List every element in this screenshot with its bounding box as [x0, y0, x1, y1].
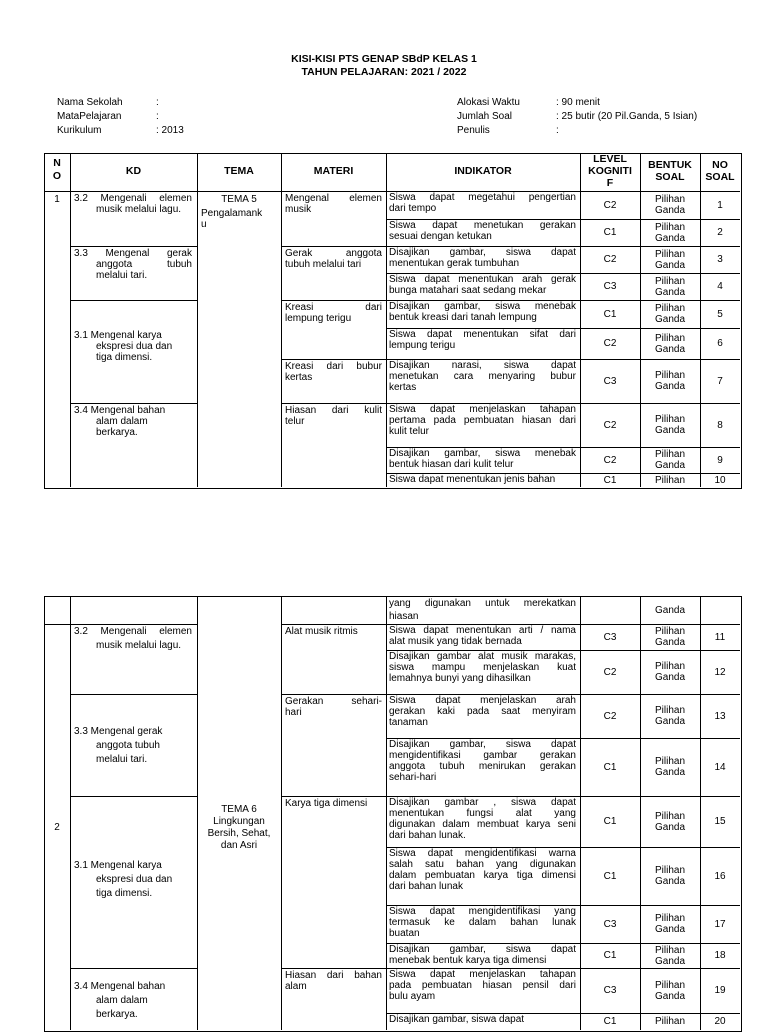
header-indikator: INDIKATOR: [454, 166, 512, 177]
level-value: C1: [603, 1016, 617, 1027]
grid-line: [70, 796, 197, 797]
kd-text: 3.4 Mengenal bahan: [74, 405, 166, 416]
header-nosoal: NO: [712, 160, 728, 171]
bentuk-soal: Pilihan: [654, 810, 686, 822]
indikator-text: kulit telur: [389, 426, 430, 437]
bentuk-soal: Pilihan: [654, 248, 686, 260]
materi-text: telur: [285, 416, 305, 427]
header-materi: MATERI: [313, 166, 354, 177]
grid-line: [281, 796, 386, 797]
kd-text: berkarya.: [96, 1009, 138, 1020]
nomor-soal: 19: [714, 985, 726, 996]
grid-line: [281, 694, 386, 695]
kd-text: ekspresi dua dan: [96, 341, 173, 352]
nomor-soal: 6: [717, 338, 723, 349]
bentuk-soal: Ganda: [654, 314, 686, 325]
nomor-soal: 13: [714, 710, 726, 722]
kd-text: 3.2 Mengenali elemen: [74, 626, 192, 637]
kd-text: alam dalam: [96, 995, 148, 1006]
nomor-soal: 12: [714, 666, 726, 678]
grid-line: [70, 624, 197, 625]
indikator-text: Siswa dapat menjelaskan arah: [389, 695, 576, 706]
level-value: C3: [603, 918, 617, 930]
indikator-text: sesuai dengan ketukan: [389, 231, 492, 242]
kurikulum-value: : 2013: [156, 125, 184, 136]
header-level: LEVEL: [593, 154, 627, 165]
bentuk-soal: Ganda: [654, 232, 686, 244]
nomor-soal: 14: [714, 761, 726, 773]
grid-line: [70, 153, 71, 487]
grid-line: [386, 153, 387, 487]
tema-label: dan Asri: [220, 840, 258, 851]
bentuk-soal: Pilihan: [654, 756, 686, 767]
bentuk-soal: Pilihan: [654, 705, 686, 716]
kd-text: anggota tubuh: [96, 740, 160, 751]
indikator-text: hiasan: [389, 611, 419, 622]
kd-text: tiga dimensi.: [96, 888, 153, 899]
indikator-text: Siswa dapat menentukan jenis bahan: [389, 474, 556, 485]
penulis-colon: :: [556, 125, 559, 136]
tema-label: Lingkungan: [213, 816, 265, 827]
bentuk-soal: Ganda: [654, 259, 686, 271]
grid-line: [580, 596, 581, 1030]
level-value: C3: [603, 985, 617, 996]
bentuk-soal: Pilihan: [654, 474, 686, 486]
indikator-text: tanaman: [389, 717, 428, 728]
grid-line: [70, 300, 197, 301]
kd-text: melalui tari.: [96, 754, 148, 765]
indikator-text: Siswa dapat mengidentifikasi yang: [389, 906, 576, 917]
kd-text: melalui tari.: [96, 270, 148, 281]
level-value: C3: [603, 281, 617, 292]
kd-text: 3.3 Mengenal gerak: [74, 726, 163, 737]
level-value: C1: [603, 816, 617, 827]
nomor-soal: 5: [717, 308, 723, 320]
nomor-soal: 4: [717, 281, 723, 292]
materi-text: hari: [285, 707, 302, 718]
indikator-text: gerakan kaki pada saat menyiram: [389, 706, 576, 717]
grid-line: [281, 300, 386, 301]
grid-line: [281, 624, 386, 625]
row-number: 2: [54, 822, 60, 833]
indikator-text: Siswa dapat menjelaskan tahapan: [389, 404, 576, 415]
tema-label: u: [201, 219, 207, 230]
indikator-text: buatan: [389, 928, 420, 939]
waktu-label: Alokasi Waktu: [457, 97, 520, 108]
grid-line: [70, 596, 71, 1030]
kd-text: 3.1 Mengenal karya: [74, 330, 162, 341]
indikator-text: bunga matahari saat sedang mekar: [389, 285, 547, 296]
tema-label: Bersih, Sehat,: [207, 828, 271, 839]
indikator-text: Disajikan gambar, siswa dapat: [389, 739, 576, 750]
level-value: C1: [603, 950, 617, 961]
nomor-soal: 10: [714, 474, 726, 486]
sekolah-colon: :: [156, 97, 159, 108]
kd-text: musik melalui lagu.: [96, 204, 182, 215]
materi-text: kertas: [285, 372, 313, 383]
nomor-soal: 16: [714, 870, 726, 882]
grid-line: [281, 968, 386, 969]
document-title: KISI-KISI PTS GENAP SBdP KELAS 1: [291, 53, 477, 65]
indikator-text: alat musik yang tidak bernada: [389, 636, 522, 647]
bentuk-soal: Ganda: [654, 460, 686, 471]
level-value: C2: [603, 254, 617, 265]
indikator-text: menebak bentuk karya tiga dimensi: [389, 955, 547, 966]
materi-text: Alat musik ritmis: [285, 626, 358, 637]
bentuk-soal: Pilihan: [654, 449, 686, 460]
level-value: C1: [603, 870, 617, 882]
indikator-text: kertas: [389, 382, 417, 393]
grid-line: [281, 153, 282, 487]
indikator-text: termasuk ke dalam bahan lunak: [389, 917, 576, 928]
bentuk-soal: Pilihan: [654, 1016, 686, 1027]
indikator-text: menentukan fungsi alat yang: [389, 808, 576, 819]
bentuk-soal: Ganda: [654, 343, 686, 355]
kd-text: 3.4 Mengenal bahan: [74, 981, 166, 992]
bentuk-soal: Pilihan: [654, 332, 686, 344]
level-value: C1: [603, 761, 617, 773]
indikator-text: Disajikan gambar, siswa dapat: [389, 1014, 525, 1025]
grid-line: [44, 624, 70, 625]
nomor-soal: 15: [714, 816, 726, 827]
bentuk-soal: Ganda: [654, 767, 686, 778]
nomor-soal: 8: [717, 419, 723, 431]
jumlah-value: : 25 butir (20 Pil.Ganda, 5 Isian): [556, 111, 698, 122]
indikator-text: lempung terigu: [389, 340, 456, 351]
nomor-soal: 9: [717, 454, 723, 466]
nomor-soal: 20: [714, 1016, 726, 1027]
bentuk-soal: Pilihan: [654, 370, 686, 381]
indikator-text: bentuk kreasi dari tanah lempung: [389, 312, 537, 323]
grid-line: [70, 968, 197, 969]
bentuk-soal: Ganda: [654, 381, 686, 392]
materi-text: tubuh melalui tari: [285, 259, 362, 270]
materi-text: Hiasan dari bahan: [285, 970, 382, 981]
indikator-text: Siswa dapat menentukan sifat dari: [389, 329, 576, 340]
indikator-text: dari tempo: [389, 203, 437, 214]
level-value: C1: [603, 227, 617, 238]
indikator-text: dari bahan lunak: [389, 881, 463, 892]
materi-text: Hiasan dari kulit: [285, 405, 382, 416]
nomor-soal: 17: [714, 918, 726, 930]
grid-line: [700, 596, 701, 1030]
indikator-text: yang digunakan untuk merekatkan: [389, 598, 576, 609]
bentuk-soal: Ganda: [654, 604, 686, 616]
indikator-text: Siswa dapat menentukan arti / nama: [389, 625, 576, 636]
bentuk-soal: Ganda: [654, 924, 686, 935]
indikator-text: bentuk hiasan dari kulit telur: [389, 459, 514, 470]
bentuk-soal: Pilihan: [654, 979, 686, 991]
indikator-text: pertama pada pembuatan hiasan dari: [389, 415, 576, 426]
level-value: C2: [603, 419, 617, 431]
indikator-text: Siswa dapat menetukan gerakan: [389, 220, 576, 231]
bentuk-soal: Ganda: [654, 425, 686, 436]
indikator-text: menentukan gerak tumbuhan: [389, 258, 520, 269]
level-value: C2: [603, 454, 617, 466]
level-value: C2: [603, 338, 617, 349]
nomor-soal: 11: [714, 631, 726, 643]
bentuk-soal: Ganda: [654, 672, 686, 683]
header-nosoal: SOAL: [705, 172, 735, 183]
indikator-text: digunakan dalam membuat karya seni: [389, 819, 576, 830]
waktu-value: : 90 menit: [556, 97, 600, 108]
materi-text: Kreasi dari: [285, 302, 382, 313]
indikator-text: Siswa dapat menentukan arah gerak: [389, 274, 576, 285]
indikator-text: salah satu bahan yang digunakan: [389, 859, 576, 870]
indikator-text: Disajikan narasi, siswa dapat: [389, 360, 576, 371]
indikator-text: mengidentifikasi gambar gerakan: [389, 750, 576, 761]
bentuk-soal: Pilihan: [654, 626, 686, 637]
indikator-text: Disajikan gambar , siswa dapat: [389, 797, 576, 808]
row-number: 1: [54, 194, 60, 205]
indikator-text: Disajikan gambar, siswa dapat: [389, 247, 576, 258]
kurikulum-label: Kurikulum: [57, 125, 102, 136]
indikator-text: menetukan cara menyaring bubur: [389, 371, 576, 382]
tema-label: Pengalamank: [201, 208, 263, 219]
kd-text: 3.2 Mengenali elemen: [74, 193, 192, 204]
header-bentuk: SOAL: [655, 172, 685, 183]
grid-line: [70, 694, 197, 695]
grid-line: [281, 596, 282, 1030]
grid-line: [281, 403, 386, 404]
bentuk-soal: Ganda: [654, 286, 686, 298]
bentuk-soal: Ganda: [654, 637, 686, 648]
indikator-text: Disajikan gambar, siswa menebak: [389, 448, 576, 459]
level-value: C1: [603, 474, 617, 486]
mapel-label: MataPelajaran: [57, 111, 122, 122]
nomor-soal: 3: [717, 254, 723, 265]
bentuk-soal: Ganda: [654, 955, 686, 967]
indikator-text: Disajikan gambar alat musik marakas,: [389, 651, 576, 662]
kd-text: anggota tubuh: [96, 259, 192, 270]
penulis-label: Penulis: [457, 125, 490, 136]
materi-text: alam: [285, 981, 307, 992]
materi-text: Gerak anggota: [285, 248, 382, 259]
jumlah-label: Jumlah Soal: [457, 111, 513, 122]
level-value: C2: [603, 666, 617, 678]
bentuk-soal: Pilihan: [654, 661, 686, 672]
indikator-text: Disajikan gambar, siswa dapat: [389, 944, 576, 955]
header-level: F: [606, 178, 614, 189]
header-kd: KD: [125, 166, 142, 177]
grid-line: [386, 596, 387, 1030]
indikator-text: anggota tubuh menirukan gerakan: [389, 761, 576, 772]
nomor-soal: 7: [717, 375, 723, 387]
bentuk-soal: Pilihan: [654, 944, 686, 956]
bentuk-soal: Pilihan: [654, 275, 686, 287]
level-value: C3: [603, 375, 617, 387]
grid-line: [281, 359, 386, 360]
indikator-text: dalam pembuatan karya tiga dimensi: [389, 870, 576, 881]
materi-text: Mengenal elemen: [285, 193, 382, 204]
kd-text: ekspresi dua dan: [96, 874, 173, 885]
materi-text: Kreasi dari bubur: [285, 361, 382, 372]
kd-text: 3.3 Mengenal gerak: [74, 248, 192, 259]
materi-text: musik: [285, 204, 312, 215]
nomor-soal: 1: [717, 199, 723, 211]
tema-label: TEMA 5: [221, 194, 257, 205]
grid-line: [70, 246, 197, 247]
materi-text: lempung terigu: [285, 313, 352, 324]
materi-text: Gerakan sehari-: [285, 696, 382, 707]
bentuk-soal: Ganda: [654, 990, 686, 1002]
bentuk-soal: Pilihan: [654, 303, 686, 314]
nomor-soal: 18: [714, 950, 726, 961]
bentuk-soal: Ganda: [654, 716, 686, 727]
indikator-text: pada pembuatan hiasan pensil dari: [389, 980, 576, 991]
document-subtitle: TAHUN PELAJARAN: 2021 / 2022: [301, 66, 467, 78]
grid-line: [281, 246, 386, 247]
grid-line: [70, 403, 197, 404]
level-value: C3: [603, 631, 617, 643]
indikator-text: Siswa dapat mengidentifikasi warna: [389, 848, 576, 859]
bentuk-soal: Pilihan: [654, 414, 686, 425]
header-level: KOGNITI: [588, 166, 632, 177]
indikator-text: Siswa dapat menjelaskan tahapan: [389, 969, 576, 980]
indikator-text: Siswa dapat megetahui pengertian: [389, 192, 576, 203]
indikator-text: dari bahan lunak.: [389, 830, 466, 841]
kd-text: tiga dimensi.: [96, 352, 153, 363]
header-bentuk: BENTUK: [648, 160, 692, 171]
bentuk-soal: Pilihan: [654, 865, 686, 876]
header-no: N: [53, 158, 61, 169]
tema-label: TEMA 6: [221, 804, 257, 815]
nomor-soal: 2: [717, 227, 723, 238]
indikator-text: lemahnya bunyi yang dihasilkan: [389, 673, 531, 684]
header-tema: TEMA: [224, 166, 254, 177]
bentuk-soal: Pilihan: [654, 221, 686, 233]
bentuk-soal: Ganda: [654, 205, 686, 216]
indikator-text: siswa mampu menjelaskan kuat: [389, 662, 576, 673]
bentuk-soal: Ganda: [654, 876, 686, 887]
indikator-text: Disajikan gambar, siswa menebak: [389, 301, 576, 312]
header-no: O: [52, 171, 62, 182]
indikator-text: sehari-hari: [389, 772, 437, 783]
indikator-text: bulu ayam: [389, 991, 436, 1002]
mapel-colon: :: [156, 111, 159, 122]
bentuk-soal: Ganda: [654, 821, 686, 833]
sekolah-label: Nama Sekolah: [57, 97, 123, 108]
kd-text: 3.1 Mengenal karya: [74, 860, 162, 871]
bentuk-soal: Pilihan: [654, 194, 686, 205]
level-value: C1: [603, 308, 617, 320]
kd-text: alam dalam: [96, 416, 148, 427]
bentuk-soal: Pilihan: [654, 913, 686, 924]
level-value: C2: [603, 710, 617, 722]
level-value: C2: [603, 199, 617, 211]
kd-text: musik melalui lagu.: [96, 640, 182, 651]
kd-text: berkarya.: [96, 427, 138, 438]
materi-text: Karya tiga dimensi: [285, 798, 368, 809]
